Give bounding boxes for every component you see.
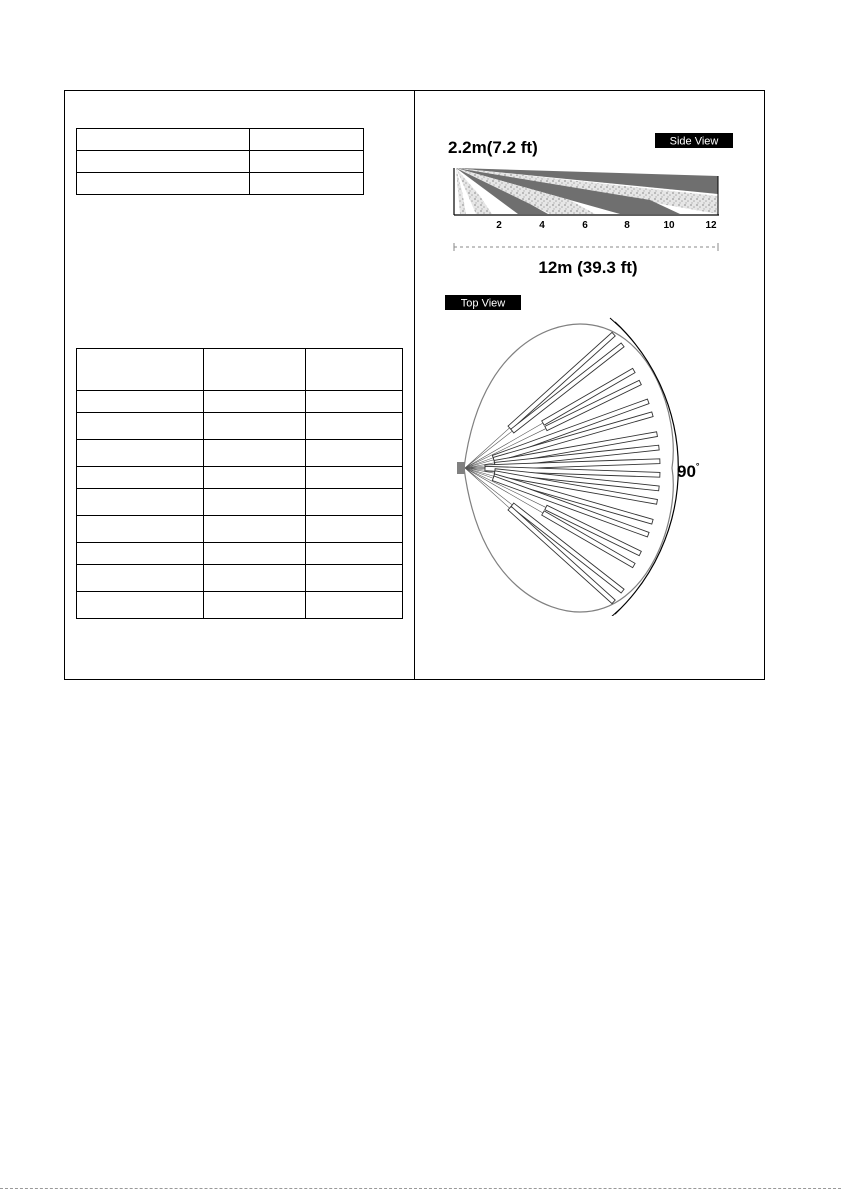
table-cell xyxy=(306,440,403,467)
table-cell xyxy=(306,592,403,619)
table-cell xyxy=(77,543,204,565)
table-cell xyxy=(204,349,306,391)
angle-arc-tick-top xyxy=(610,318,620,327)
table-cell xyxy=(204,565,306,592)
table-cell xyxy=(77,467,204,489)
detection-beam-fan xyxy=(465,332,660,603)
table-cell xyxy=(204,516,306,543)
tick-2: 2 xyxy=(496,220,502,231)
page-bottom-dashed-edge xyxy=(0,1188,841,1189)
mounting-height-label: 2.2m(7.2 ft) xyxy=(448,138,538,157)
coverage-angle-value: 90 xyxy=(677,462,696,481)
table-cell xyxy=(204,467,306,489)
top-view-badge-label: Top View xyxy=(460,297,506,310)
table-cell xyxy=(77,592,204,619)
table-cell xyxy=(204,489,306,516)
table-cell xyxy=(77,489,204,516)
table-cell xyxy=(77,440,204,467)
table-cell xyxy=(250,173,364,195)
table-cell xyxy=(77,173,250,195)
angle-arc-tick-bottom xyxy=(610,609,620,616)
angle-arc xyxy=(615,322,678,614)
table-cell xyxy=(306,349,403,391)
table-cell xyxy=(306,543,403,565)
coverage-angle-label xyxy=(677,461,700,481)
tick-4: 4 xyxy=(539,220,545,231)
table-cell xyxy=(77,413,204,440)
tick-10: 10 xyxy=(663,220,675,231)
table-cell xyxy=(77,151,250,173)
table-cell xyxy=(77,516,204,543)
table-cell xyxy=(204,391,306,413)
side-view xyxy=(448,133,733,277)
table-cell xyxy=(204,440,306,467)
table-cell xyxy=(306,467,403,489)
table-cell xyxy=(306,413,403,440)
top-view xyxy=(445,295,700,616)
table-cell xyxy=(306,391,403,413)
table-cell xyxy=(77,349,204,391)
tick-12: 12 xyxy=(705,220,717,231)
detection-range-label: 12m (39.3 ft) xyxy=(538,258,638,277)
table-cell xyxy=(204,592,306,619)
table-cell xyxy=(306,516,403,543)
table-cell xyxy=(306,565,403,592)
table-cell xyxy=(250,129,364,151)
table-cell xyxy=(77,129,250,151)
tick-8: 8 xyxy=(624,220,630,231)
spec-table-small xyxy=(76,128,364,195)
table-cell xyxy=(204,543,306,565)
table-cell xyxy=(204,413,306,440)
table-cell xyxy=(250,151,364,173)
spec-table-large xyxy=(76,348,403,619)
column-divider xyxy=(414,90,415,680)
sensor-icon xyxy=(457,462,465,474)
tick-6: 6 xyxy=(582,220,588,231)
side-view-badge-label: Side View xyxy=(669,135,719,148)
detection-diagram xyxy=(420,96,760,616)
table-cell xyxy=(306,489,403,516)
table-cell xyxy=(77,391,204,413)
degree-sign: ° xyxy=(695,461,700,471)
table-cell xyxy=(77,565,204,592)
